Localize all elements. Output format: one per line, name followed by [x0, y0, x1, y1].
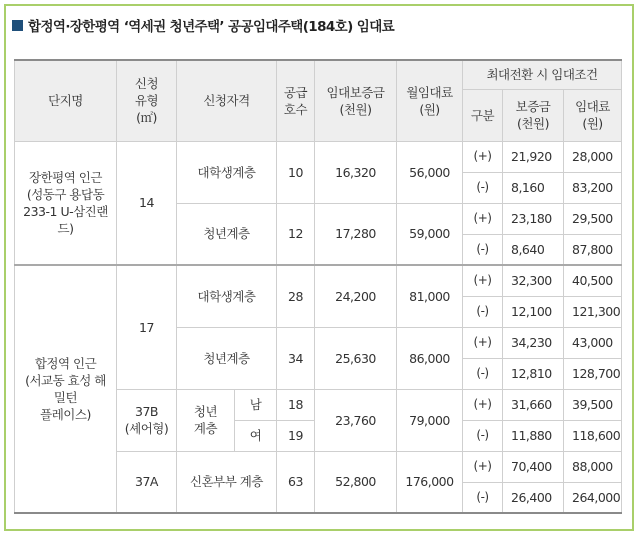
conv-rent-cell: 264,000 [564, 482, 622, 513]
conv-deposit-cell: 32,300 [503, 265, 564, 296]
supply-cell: 12 [277, 203, 315, 265]
gender-female: 여 [235, 420, 277, 451]
table-row [15, 265, 622, 296]
complex-name: 장한평역 인근 (성동구 용답동 233-1 U-삼진랜 드) [15, 141, 117, 265]
rent-cell: 176,000 [397, 451, 463, 513]
qual-cell: 청년계층 [177, 327, 277, 389]
header-monthly-rent: 월임대료 (원) [397, 60, 463, 141]
type-cell: 14 [117, 141, 177, 265]
type-cell: 37A [117, 451, 177, 513]
sign-plus: (+) [463, 203, 503, 234]
qual-cell: 대학생계층 [177, 141, 277, 203]
rent-cell: 81,000 [397, 265, 463, 327]
conv-deposit-cell: 8,160 [503, 172, 564, 203]
deposit-cell: 24,200 [315, 265, 397, 327]
conv-deposit-cell: 11,880 [503, 420, 564, 451]
sign-minus: (-) [463, 234, 503, 265]
conv-rent-cell: 121,300 [564, 296, 622, 327]
conv-rent-cell: 29,500 [564, 203, 622, 234]
header-max-conversion: 최대전환 시 임대조건 [463, 60, 622, 89]
rent-cell: 79,000 [397, 389, 463, 451]
sign-plus: (+) [463, 389, 503, 420]
qual-cell: 대학생계층 [177, 265, 277, 327]
qual-cell: 청년 계층 [177, 389, 235, 451]
conv-rent-cell: 87,800 [564, 234, 622, 265]
conv-deposit-cell: 12,100 [503, 296, 564, 327]
conv-deposit-cell: 70,400 [503, 451, 564, 482]
supply-cell: 63 [277, 451, 315, 513]
supply-cell: 34 [277, 327, 315, 389]
conv-deposit-cell: 21,920 [503, 141, 564, 172]
conv-rent-cell: 88,000 [564, 451, 622, 482]
header-qualification: 신청자격 [177, 60, 277, 141]
conv-deposit-cell: 12,810 [503, 358, 564, 389]
conv-deposit-cell: 34,230 [503, 327, 564, 358]
rent-cell: 56,000 [397, 141, 463, 203]
rent-table [14, 59, 622, 514]
deposit-cell: 17,280 [315, 203, 397, 265]
deposit-cell: 23,760 [315, 389, 397, 451]
sign-minus: (-) [463, 420, 503, 451]
sign-plus: (+) [463, 451, 503, 482]
header-type: 신청 유형 (㎡) [117, 60, 177, 141]
conv-rent-cell: 28,000 [564, 141, 622, 172]
sign-plus: (+) [463, 265, 503, 296]
gender-male: 남 [235, 389, 277, 420]
supply-cell: 18 [277, 389, 315, 420]
type-cell: 37B (셰어형) [117, 389, 177, 451]
type-cell: 17 [117, 265, 177, 389]
rent-cell: 86,000 [397, 327, 463, 389]
sign-minus: (-) [463, 172, 503, 203]
header-complex: 단지명 [15, 60, 117, 141]
square-bullet-icon [12, 20, 23, 31]
deposit-cell: 52,800 [315, 451, 397, 513]
sign-minus: (-) [463, 358, 503, 389]
supply-cell: 28 [277, 265, 315, 327]
header-kind: 구분 [463, 89, 503, 141]
header-deposit: 임대보증금 (천원) [315, 60, 397, 141]
conv-deposit-cell: 31,660 [503, 389, 564, 420]
supply-cell: 19 [277, 420, 315, 451]
conv-rent-cell: 39,500 [564, 389, 622, 420]
sign-plus: (+) [463, 141, 503, 172]
page-title [12, 14, 394, 36]
conv-deposit-cell: 23,180 [503, 203, 564, 234]
conv-deposit-cell: 26,400 [503, 482, 564, 513]
header-supply: 공급 호수 [277, 60, 315, 141]
sign-plus: (+) [463, 327, 503, 358]
sign-minus: (-) [463, 296, 503, 327]
deposit-cell: 25,630 [315, 327, 397, 389]
conv-deposit-cell: 8,640 [503, 234, 564, 265]
qual-cell: 신혼부부 계층 [177, 451, 277, 513]
conv-rent-cell: 118,600 [564, 420, 622, 451]
conv-rent-cell: 83,200 [564, 172, 622, 203]
sign-minus: (-) [463, 482, 503, 513]
deposit-cell: 16,320 [315, 141, 397, 203]
title-text: 합정역·장한평역 ‘역세권 청년주택’ 공공임대주택(184호) 임대료 [28, 19, 395, 35]
supply-cell: 10 [277, 141, 315, 203]
table-row [15, 141, 622, 172]
header-conv-deposit: 보증금 (천원) [503, 89, 564, 141]
complex-name: 합정역 인근 (서교동 효성 해 밀턴 플레이스) [15, 265, 117, 513]
conv-rent-cell: 43,000 [564, 327, 622, 358]
qual-cell: 청년계층 [177, 203, 277, 265]
rent-cell: 59,000 [397, 203, 463, 265]
header-conv-rent: 임대료 (원) [564, 89, 622, 141]
conv-rent-cell: 128,700 [564, 358, 622, 389]
conv-rent-cell: 40,500 [564, 265, 622, 296]
